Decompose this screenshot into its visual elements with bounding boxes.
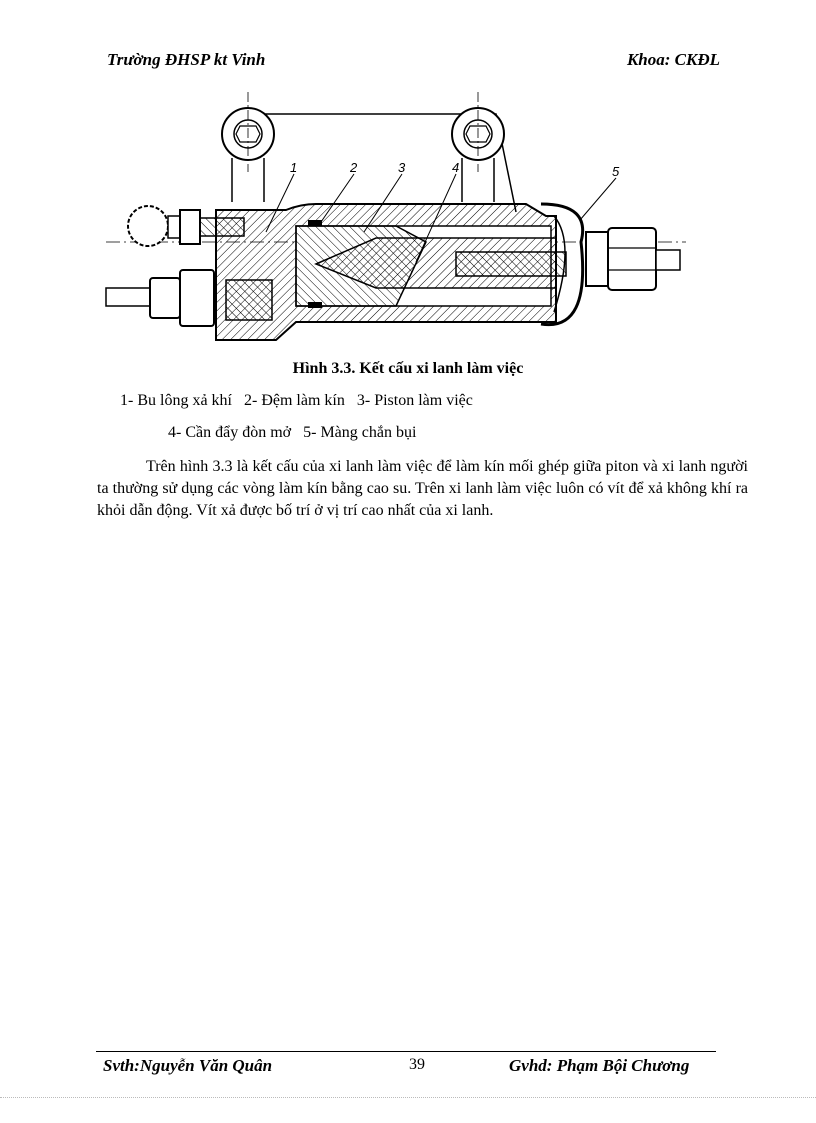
cylinder-drawing	[96, 92, 696, 354]
figure-legend-line-2: 4- Cần đẩy đòn mở 5- Màng chắn bụi	[168, 424, 417, 441]
header-school: Trường ĐHSP kt Vinh	[107, 50, 266, 69]
callout-3: 3	[398, 160, 406, 175]
callout-2: 2	[350, 160, 358, 175]
callout-1: 1	[290, 160, 298, 175]
page-number: 39	[409, 1056, 425, 1073]
callout-4: 4	[452, 160, 460, 175]
page-edge-divider	[0, 1097, 816, 1098]
figure-caption: Hình 3.3. Kết cấu xi lanh làm việc	[292, 360, 524, 377]
callout-5: 5	[612, 164, 620, 179]
footer-rule	[96, 1051, 716, 1052]
footer-student: Svth:Nguyễn Văn Quân	[103, 1056, 273, 1075]
header-faculty: Khoa: CKĐL	[626, 50, 720, 69]
body-paragraph: Trên hình 3.3 là kết cấu của xi lanh làm việc để làm kín mối ghép giữa piton và xi lanh người ta thường sử dụng các vòng làm kín bằng cao su. Trên xi lanh làm việc luôn có vít để xả không khí ra khỏi dẫn động. Vít xả được bố trí ở vị trí cao nhất của xi lanh.	[97, 458, 748, 519]
footer-advisor: Gvhd: Phạm Bội Chương	[509, 1056, 690, 1075]
figure-legend-line-1: 1- Bu lông xả khí 2- Đệm làm kín 3- Piston làm việc	[120, 392, 473, 409]
